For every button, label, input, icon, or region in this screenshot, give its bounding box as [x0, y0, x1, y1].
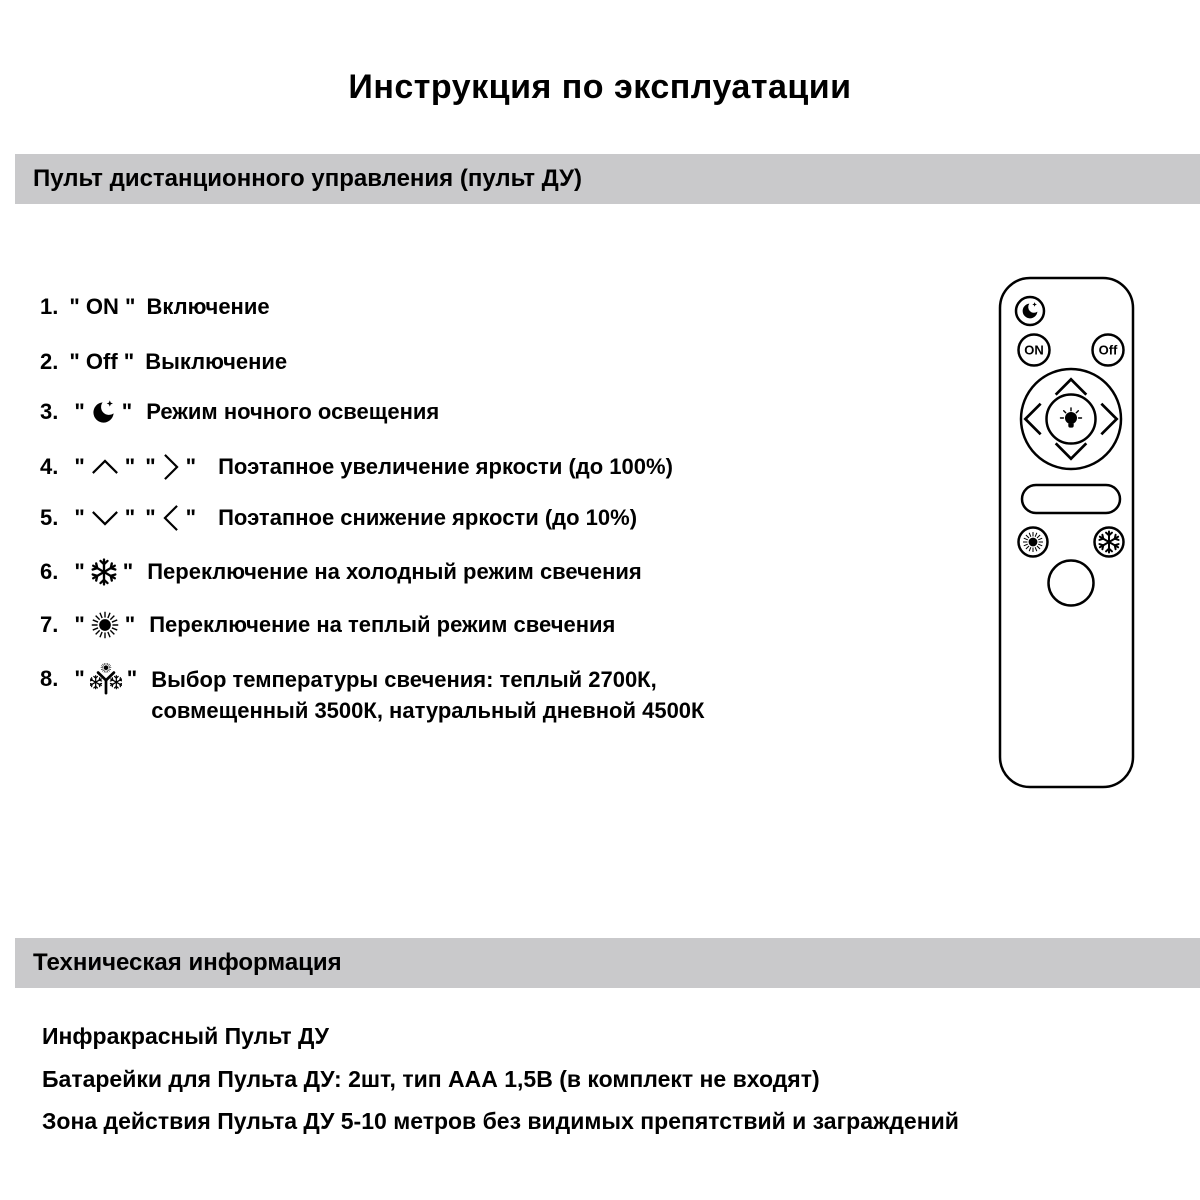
quote-mark: " — [124, 454, 136, 479]
item-number: 1. — [40, 294, 59, 319]
quote-mark: " — [74, 505, 85, 530]
item-text: Переключение на теплый режим свечения — [149, 612, 616, 637]
quote-mark: " — [74, 399, 85, 424]
list-item-cold-mode — [40, 557, 642, 587]
on-button-token: " ON " — [69, 294, 136, 319]
list-item-off — [40, 347, 287, 377]
moon-icon — [90, 399, 117, 426]
list-item-night-mode — [40, 397, 439, 427]
list-item-color-temp — [40, 664, 704, 726]
item-text: Поэтапное снижение яркости (до 10%) — [218, 505, 638, 530]
section-header-tech-label: Техническая информация — [33, 949, 342, 976]
remote-wide-button — [1022, 485, 1120, 513]
item-number: 4. — [40, 454, 59, 479]
remote-dpad — [1021, 369, 1121, 469]
quote-mark: " — [122, 559, 134, 584]
remote-off-button — [1093, 335, 1124, 366]
quote-mark: " — [145, 454, 156, 479]
chevron-down-icon — [90, 508, 120, 528]
off-button-token: " Off " — [69, 349, 135, 374]
list-item-brightness-down — [40, 503, 637, 533]
item-text: Выключение — [145, 349, 288, 374]
quote-mark: " — [74, 454, 85, 479]
snowflake-icon — [90, 558, 118, 586]
quote-mark: " — [74, 666, 85, 691]
chevron-right-icon — [161, 452, 181, 482]
remote-bottom-button — [1049, 561, 1094, 606]
item-text-line-2: совмещенный 3500К, натуральный дневной 4500К — [151, 698, 705, 723]
off-button-label: Off — [1098, 342, 1118, 358]
quote-mark: " — [74, 612, 85, 637]
quote-mark: " — [145, 505, 156, 530]
item-number: 3. — [40, 399, 59, 424]
list-item-on — [40, 292, 270, 322]
sun-icon — [90, 610, 120, 640]
remote-control-illustration — [990, 276, 1153, 796]
remote-warm-button — [1019, 528, 1048, 557]
item-number: 5. — [40, 505, 59, 530]
section-header-remote — [15, 154, 1200, 204]
quote-mark: " — [185, 454, 197, 479]
remote-cold-button — [1095, 528, 1124, 557]
quote-mark: " — [185, 505, 197, 530]
item-text — [151, 664, 704, 726]
item-text: Режим ночного освещения — [146, 399, 440, 424]
item-number: 2. — [40, 349, 59, 374]
quote-mark: " — [126, 666, 138, 691]
list-item-brightness-up — [40, 452, 673, 482]
item-text: Включение — [146, 294, 270, 319]
item-text: Поэтапное увеличение яркости (до 100%) — [218, 454, 673, 479]
quote-mark: " — [74, 559, 85, 584]
tech-info-line: Инфракрасный Пульт ДУ — [42, 1023, 329, 1049]
item-text: Переключение на холодный режим свечения — [147, 559, 642, 584]
list-item-warm-mode — [40, 610, 615, 640]
chevron-left-icon — [161, 503, 181, 533]
quote-mark: " — [124, 505, 136, 530]
item-text-line-1: Выбор температуры свечения: теплый 2700К, — [151, 667, 657, 692]
sun-icon — [1023, 532, 1043, 552]
remote-night-mode-button — [1016, 297, 1044, 325]
chevron-up-icon — [90, 457, 120, 477]
page-title: Инструкция по эксплуатации — [348, 68, 852, 106]
on-button-label: ON — [1024, 342, 1044, 358]
tech-info-line: Батарейки для Пульта ДУ: 2шт, тип ААА 1,5В (в комплект не входят) — [42, 1066, 820, 1092]
item-number: 6. — [40, 559, 59, 584]
tech-info-line: Зона действия Пульта ДУ 5-10 метров без видимых препятствий и заграждений — [42, 1108, 959, 1134]
quote-mark: " — [124, 612, 136, 637]
item-number: 7. — [40, 612, 59, 637]
quote-mark: " — [121, 399, 133, 424]
remote-on-button — [1019, 335, 1050, 366]
item-number: 8. — [40, 666, 59, 691]
section-header-tech — [15, 938, 1200, 988]
section-header-remote-label: Пульт дистанционного управления (пульт ДУ) — [33, 165, 582, 192]
color-temperature-icon — [90, 663, 122, 695]
